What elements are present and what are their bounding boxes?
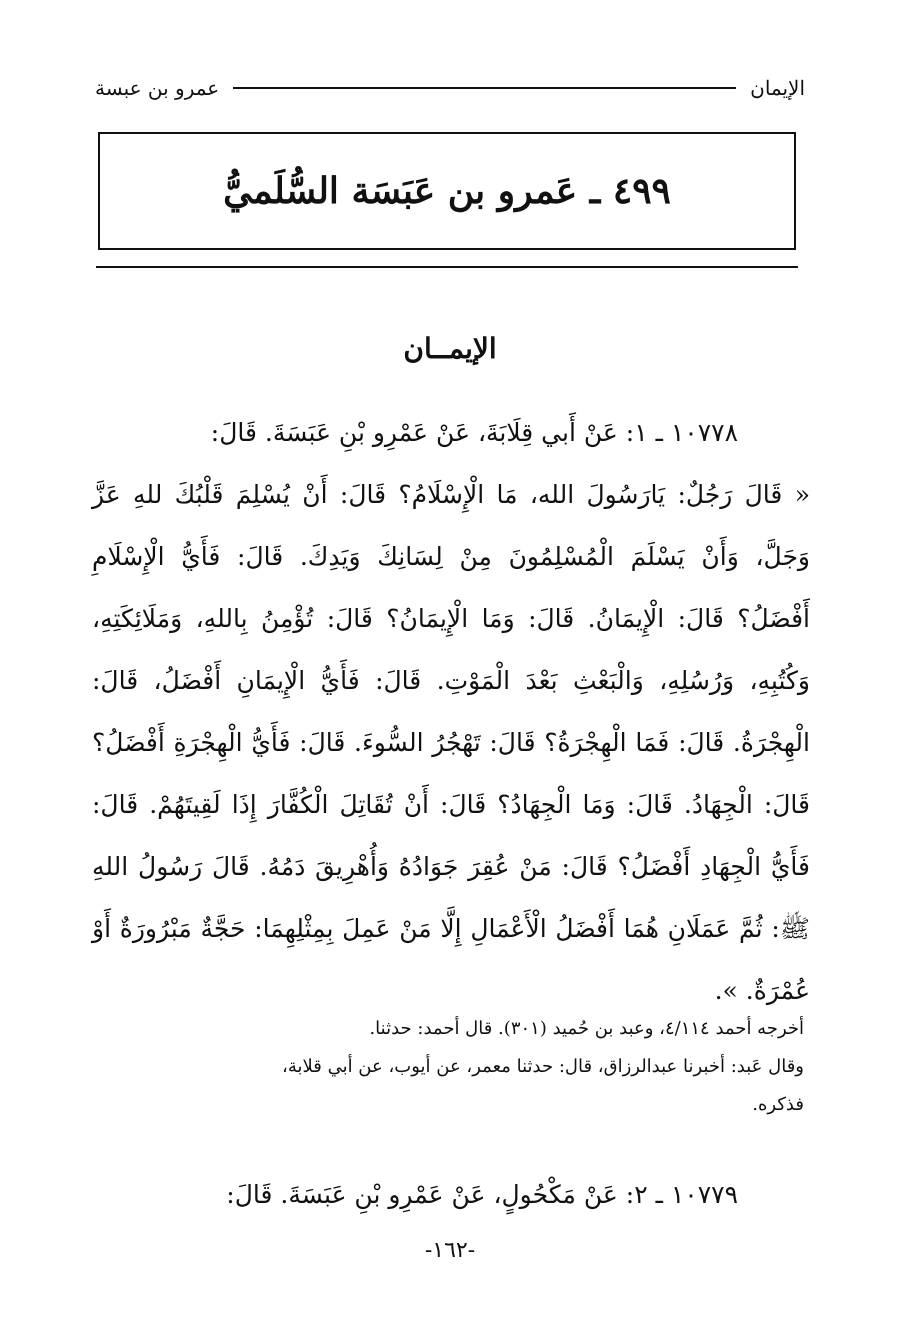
takhrij-line-3: فذكره. — [752, 1094, 804, 1115]
title-divider — [96, 266, 798, 268]
running-head-rule — [233, 87, 736, 89]
hadith-10778 — [92, 402, 810, 1022]
chapter-title-box — [98, 132, 796, 250]
running-head — [95, 70, 805, 106]
hadith-10778-isnad: ١٠٧٧٨ ـ ١: عَنْ أَبي قِلَابَةَ، عَنْ عَمْرِو بْنِ عَبَسَةَ. قَالَ: — [210, 418, 738, 447]
running-head-section: الإيمان — [750, 76, 805, 100]
hadith-10778-matn: « قَالَ رَجُلٌ: يَارَسُولَ الله، مَا الْإِسْلَامُ؟ قَالَ: أَنْ يُسْلِمَ قَلْبُكَ للهِ عَزَّ وَجَلَّ، وَأَنْ يَسْلَمَ الْمُسْلِمُونَ مِنْ لِسَانِكَ وَيَدِكَ. قَالَ: فَأَيُّ الْإِسْلَامِ أَفْضَلُ؟ قَالَ: الْإِيمَانُ. قَالَ: وَمَا الْإِيمَانُ؟ قَالَ: تُؤْمِنُ بِاللهِ، وَمَلَائِكَتِهِ، وَكُتُبِهِ، وَرُسُلِهِ، وَالْبَعْثِ بَعْدَ الْمَوْتِ. قَالَ: فَأَيُّ الْإِيمَانِ أَفْضَلُ، قَالَ: الْهِجْرَةُ. قَالَ: فَمَا الْهِجْرَةُ؟ قَالَ: تَهْجُرُ السُّوءَ. قَالَ: فَأَيُّ الْهِجْرَةِ أَفْضَلُ؟ قَالَ: الْجِهَادُ. قَالَ: وَمَا الْجِهَادُ؟ قَالَ: أَنْ تُقَاتِلَ الْكُفَّارَ إِذَا لَقِيتَهُمْ. قَالَ: فَأَيُّ الْجِهَادِ أَفْضَلُ؟ قَالَ: مَنْ عُقِرَ جَوَادُهُ وَأُهْرِيقَ دَمُهُ. قَالَ رَسُولُ اللهِ ﷺ: ثُمَّ عَمَلَانِ هُمَا أَفْضَلُ الْأَعْمَالِ إِلَّا مَنْ عَمِلَ بِمِثْلِهِمَا: حَجَّةٌ مَبْرُورَةٌ أَوْ عُمْرَةٌ. ». — [92, 480, 810, 1005]
takhrij-note — [92, 1010, 804, 1124]
takhrij-line-1: أخرجه أحمد ٤/١١٤، وعبد بن حُميد (٣٠١). قال أحمد: حدثنا. — [369, 1018, 804, 1039]
chapter-title: ٤٩٩ ـ عَمرو بن عَبَسَة السُّلَميُّ — [223, 170, 671, 212]
section-heading: الإيمــان — [403, 332, 497, 365]
takhrij-line-2: وقال عَبد: أخبرنا عبدالرزاق، قال: حدثنا معمر، عن أيوب، عن أبي قلابة، — [282, 1056, 804, 1077]
hadith-10779-isnad: ١٠٧٧٩ ـ ٢: عَنْ مَكْحُولٍ، عَنْ عَمْرِو بْنِ عَبَسَةَ. قَالَ: — [226, 1180, 738, 1209]
running-head-chapter: عمرو بن عبسة — [95, 76, 220, 100]
page-number: -١٦٢- — [424, 1238, 476, 1263]
